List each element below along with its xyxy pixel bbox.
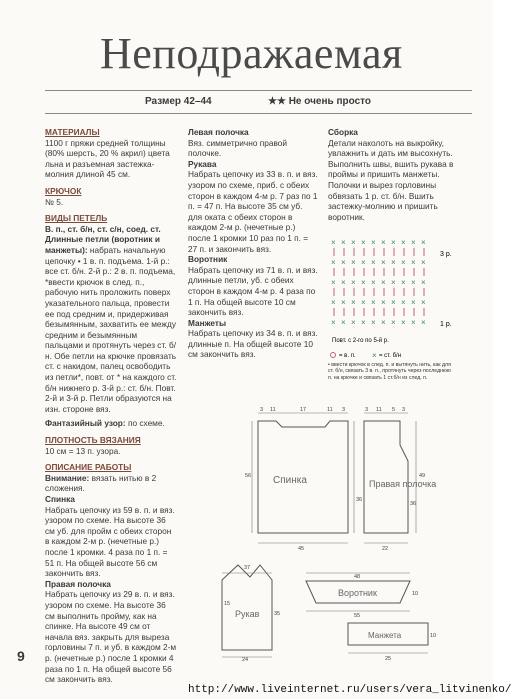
legend-sc: = ст. б/н <box>379 353 402 359</box>
dim-label: 3 <box>402 407 406 413</box>
sc-symbol-icon: × <box>371 258 376 267</box>
back-heading: Спинка <box>45 494 75 504</box>
sc-symbol-icon: × <box>372 351 377 360</box>
dim-label: 3 <box>342 407 346 413</box>
sc-symbol-icon: × <box>391 238 396 247</box>
column-2 <box>188 127 318 360</box>
right-front-text: Набрать цепочку из 29 в. п. и вяз. узором по схеме. На высоте 36 см выполнить пройму, как на спинке. На высоте 49 см от начала вяз. закрыть для выреза горловины 7 п. и уб. в каждом 2-м р. (нечетные р.) после 1 кромки 4 раза по 1 п. На общей высоте 56 см закончить вяз. <box>45 589 177 685</box>
dim-label: 35 <box>274 611 281 617</box>
assembly-text: Детали наколоть на выкройку, увлажнить и дать им высохнуть. Выполнить швы, вшить рукава в проймы и пришить манжеты. Полочки и вырез горловины обвязать 1 р. ст. б/н. Вшить застежку-молнию и пришить воротник. <box>328 137 454 222</box>
sc-symbol-icon: × <box>401 238 406 247</box>
sc-symbol-icon: × <box>361 278 366 287</box>
sc-symbol-icon: × <box>381 298 386 307</box>
dim-label: 48 <box>354 574 361 580</box>
sc-symbol-icon: × <box>401 298 406 307</box>
dim-label: 3 <box>260 407 264 413</box>
dim-label: 11 <box>327 407 333 413</box>
sc-symbol-icon: × <box>391 318 396 327</box>
stitch-abbr: В. п., ст. б/н, ст. с/н, соед. ст. <box>45 223 161 234</box>
sc-symbol-icon: × <box>411 238 416 247</box>
sc-symbol-icon: × <box>381 318 386 327</box>
dim-label: 25 <box>385 656 392 662</box>
collar-heading: Воротник <box>188 254 228 265</box>
attention-text: вязать нитью в 2 сложения. <box>45 472 157 494</box>
sc-symbol-icon: × <box>401 258 406 267</box>
sc-symbol-icon: × <box>331 238 336 247</box>
source-url: http://www.liveinternet.ru/users/vera_litvinenko/ <box>188 684 511 696</box>
sc-symbol-icon: × <box>351 278 356 287</box>
stitches-heading: ВИДЫ ПЕТЕЛЬ <box>45 213 108 224</box>
collar-text: Набрать цепочку из 71 в. п. и вяз. длинные петли, уб. с обеих сторон в каждом 4-м р. 4 раза по 1 п. На общей высоте 10 см закончить вяз. <box>188 264 318 318</box>
collar-label: Воротник <box>338 588 377 598</box>
page-title: Неподражаемая <box>100 29 403 78</box>
sc-symbol-icon: × <box>331 258 336 267</box>
size-label: Размер 42–44 <box>145 96 212 107</box>
sc-symbol-icon: × <box>351 318 356 327</box>
pattern-diagram <box>224 405 485 665</box>
sc-symbol-icon: × <box>341 238 346 247</box>
dim-label: 24 <box>242 657 249 663</box>
legend-chain: = в. п. <box>339 353 356 359</box>
sc-symbol-icon: × <box>371 298 376 307</box>
divider <box>45 90 472 91</box>
sc-symbol-icon: × <box>341 278 346 287</box>
sc-symbol-icon: × <box>371 278 376 287</box>
attention-heading: Внимание: <box>45 472 90 483</box>
work-heading: ОПИСАНИЕ РАБОТЫ <box>45 462 132 473</box>
hook-text: № 5. <box>45 196 64 207</box>
sc-symbol-icon: × <box>361 318 366 327</box>
dim-label: 11 <box>270 407 276 413</box>
sc-symbol-icon: × <box>391 258 396 267</box>
sc-symbol-icon: × <box>381 238 386 247</box>
sc-symbol-icon: × <box>331 298 336 307</box>
sc-symbol-icon: × <box>381 278 386 287</box>
sc-symbol-icon: × <box>361 238 366 247</box>
sleeve-heading: Рукава <box>188 158 217 169</box>
sc-symbol-icon: × <box>411 278 416 287</box>
sc-symbol-icon: × <box>401 318 406 327</box>
cuff-heading: Манжеты <box>188 317 227 328</box>
fancy-heading: Фантазийный узор: <box>45 418 126 429</box>
chart-row-label: 1 р. <box>440 321 452 328</box>
sc-symbol-icon: × <box>331 278 336 287</box>
column-1 <box>45 127 177 685</box>
front-label: Правая полочка <box>369 479 437 489</box>
sc-symbol-icon: × <box>361 298 366 307</box>
sc-symbol-icon: × <box>341 318 346 327</box>
dim-label: 49 <box>419 473 426 479</box>
dim-label: 37 <box>244 565 251 571</box>
sc-symbol-icon: × <box>421 278 426 287</box>
dim-label: 17 <box>300 407 307 413</box>
sc-symbol-icon: × <box>421 258 426 267</box>
back-text: Набрать цепочку из 59 в. п. и вяз. узором по схеме. На высоте 36 см уб. для пройм с обеих сторон в каждом 2-м р. (нечетные р.) после 1 кромки. 4 раза по 1 п. = 51 п. На общей высоте 56 см закончить вяз. <box>45 504 175 579</box>
dim-label: 15 <box>224 601 231 607</box>
dim-label: 3 <box>365 407 369 413</box>
sc-symbol-icon: × <box>351 238 356 247</box>
stitch-chart <box>320 222 480 402</box>
dim-label: 55 <box>354 613 361 619</box>
sc-symbol-icon: × <box>371 238 376 247</box>
sc-symbol-icon: × <box>391 278 396 287</box>
column-3 <box>328 127 468 222</box>
sc-symbol-icon: × <box>411 298 416 307</box>
chart-repeat-note: Повт. с 2-го по 5-й р. <box>332 338 389 344</box>
chart-row-label: 3 р. <box>440 251 452 258</box>
density-heading: ПЛОТНОСТЬ ВЯЗАНИЯ <box>45 435 141 446</box>
dim-label: 10 <box>412 591 419 597</box>
dim-label: 22 <box>382 546 389 552</box>
cuff-label: Манжета <box>368 631 402 640</box>
sc-symbol-icon: × <box>361 258 366 267</box>
sc-symbol-icon: × <box>381 258 386 267</box>
dim-label: 5 <box>392 407 396 413</box>
sleeve-pattern <box>222 565 272 650</box>
chain-symbol-icon <box>331 353 336 358</box>
sc-symbol-icon: × <box>421 298 426 307</box>
dim-label: 56 <box>245 473 252 479</box>
sc-symbol-icon: × <box>421 318 426 327</box>
sc-symbol-icon: × <box>351 298 356 307</box>
dim-label: 11 <box>376 407 382 413</box>
sc-symbol-icon: × <box>341 258 346 267</box>
sc-symbol-icon: × <box>341 298 346 307</box>
materials-heading: МАТЕРИАЛЫ <box>45 127 100 137</box>
sc-symbol-icon: × <box>421 238 426 247</box>
sc-symbol-icon: × <box>401 278 406 287</box>
sc-symbol-icon: × <box>411 318 416 327</box>
divider <box>45 113 472 114</box>
sleeve-label: Рукав <box>235 609 260 619</box>
materials-text: 1100 г пряжи средней толщины (80% шерсть, 20 % акрил) цвета льна и разъемная застежка-молния длиной 45 см. <box>45 137 170 180</box>
sc-symbol-icon: × <box>391 298 396 307</box>
fancy-text: по схеме. <box>127 418 165 429</box>
dim-label: 36 <box>356 497 363 503</box>
long-loops-heading: Длинные петли (воротник и манжеты): <box>45 234 160 255</box>
sc-symbol-icon: × <box>411 258 416 267</box>
front-pattern <box>364 421 408 533</box>
long-loops-text: набрать начальную цепочку • 1 в. п. подъема. 1-й р.: все ст. б/н. 2-й р.: 2 в. п. подъема, *ввести крючок в след. п., рабочую нить проложить поверх указательного пальца, провести ее под средним и, придерживая безымянным, захватить ее между средним и безымянным пальцами и протянуть через ст. б/н. Обе петли на крючке провязать ст. с накидом, палец освободить из петли*, повт. от * на каждого ст. б/н нижнего р. 3-й р.: ст. б/н. Повт. 2-й и 3-й р. Петли образуются на изн. стороне вяз. <box>45 244 177 414</box>
left-front-text: Вяз. симметрично правой полочке. <box>188 137 288 159</box>
assembly-heading: Сборка <box>328 127 358 137</box>
dim-label: 10 <box>430 633 437 639</box>
page-number: 9 <box>17 648 25 664</box>
sleeve-text: Набрать цепочку из 33 в. п. и вяз. узором по схеме, приб. с обеих сторон в каждом 4-м р. 7 раз по 1 п. = 47 п. На высоте 35 см уб. для оката с обеих сторон в каждом 2-м р. (нечетные р.) после 1 кромки 10 раз по 1 п. = 27 п. и закончить вяз. <box>188 169 318 254</box>
sc-symbol-icon: × <box>371 318 376 327</box>
sc-symbol-icon: × <box>351 258 356 267</box>
cuff-text: Набрать цепочку из 34 в. п. и вяз. длинные п. На общей высоте 10 см закончить вяз. <box>188 328 318 360</box>
back-label: Спинка <box>273 475 307 486</box>
density-text: 10 см = 13 п. узора. <box>45 445 121 456</box>
sc-symbol-icon: × <box>331 318 336 327</box>
legend-note: • ввести крючок в след. п. и вытянуть нить, как для ст. б/н, связать 3 в. п., протянуть через последнюю п. на крючке и связать 1 ст.б/н из след. п. <box>328 362 451 381</box>
right-front-heading: Правая полочка <box>45 578 111 589</box>
difficulty-label: ★★ Не очень просто <box>268 96 372 107</box>
left-front-heading: Левая полочка <box>188 127 249 137</box>
dim-label: 36 <box>410 501 417 507</box>
dim-label: 45 <box>298 546 305 552</box>
hook-heading: КРЮЧОК <box>45 185 82 196</box>
